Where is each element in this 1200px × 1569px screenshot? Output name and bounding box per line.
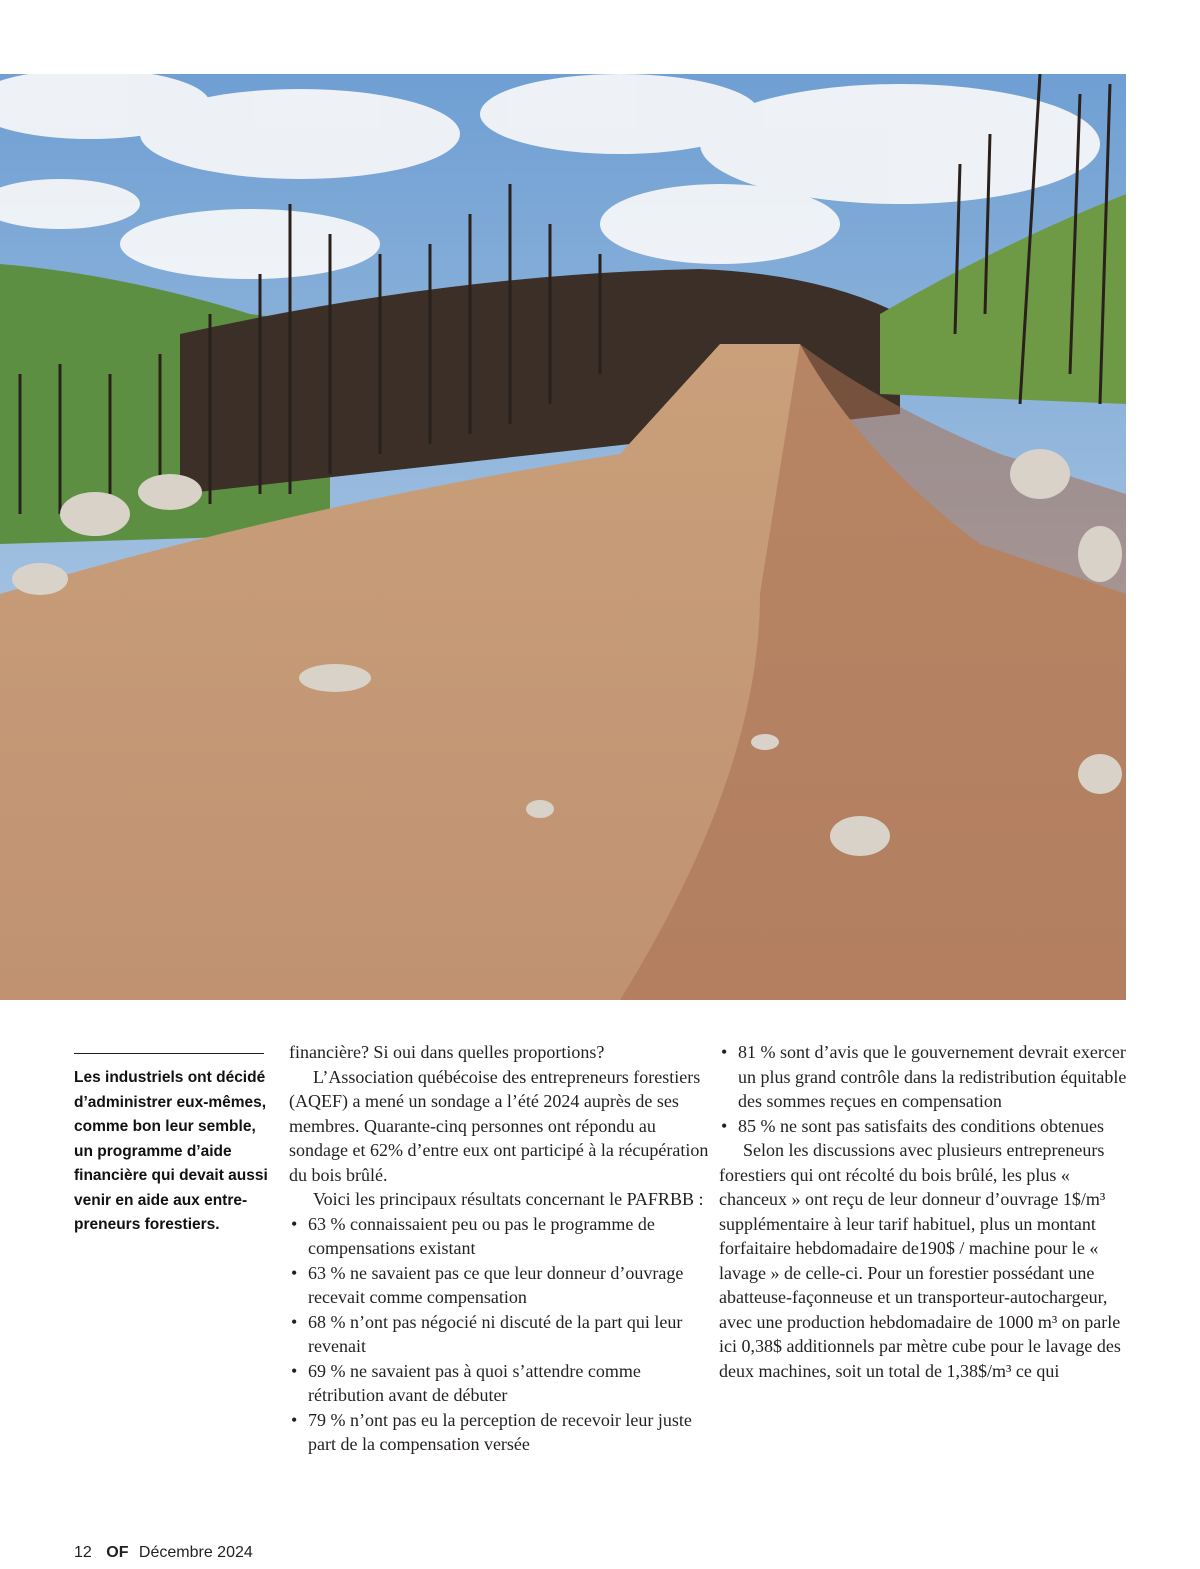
list-item: • 69 % ne savaient pas à quoi s’attendre comme rétribution avant de débuter xyxy=(289,1359,709,1408)
list-item: • 63 % ne savaient pas ce que leur donneur d’ouvrage recevait comme compensation xyxy=(289,1261,709,1310)
list-item: • 63 % connaissaient peu ou pas le programme de compensations existant xyxy=(289,1212,709,1261)
magazine-name: OF xyxy=(106,1544,129,1561)
list-item: • 68 % n’ont pas négocié ni discuté de la part qui leur revenait xyxy=(289,1310,709,1359)
list-item: • 81 % sont d’avis que le gouvernement devrait exercer un plus grand contrôle dans la redistribution équitable des sommes reçues en compensation xyxy=(719,1040,1129,1114)
paragraph: L’Association québécoise des entrepreneurs forestiers (AQEF) a mené un sondage a l’été 2024 auprès de ses membres. Quarante-cinq personnes ont répondu au sondage et 62% d’entre eux ont participé à la récupération du bois brûlé. xyxy=(289,1066,709,1185)
paragraph: Selon les discussions avec plusieurs entrepreneurs forestiers qui ont récolté du bois brûlé, les plus « chanceux » ont reçu de leur donneur d’ouvrage 1$/m³ supplémentaire à leur tarif habituel, plus un montant forfaitaire hebdomadaire de190$ / machine pour le « lavage » de celle-ci. Pour un forestier possédant une abatteuse-façonneuse et un transporteur-autochargeur, avec une production hebdomadaire de 1000 m³ on parle ici 0,38$ additionnels par mètre cube pour le lavage des deux machines, soit un total de 1,38$/m³ ce qui xyxy=(719,1140,1121,1381)
results-list xyxy=(289,1212,709,1457)
paragraph: Voici les principaux résultats concernant le PAFRBB : xyxy=(313,1189,704,1209)
article-column-3 xyxy=(719,1040,1129,1383)
forest-road-photo-icon xyxy=(0,74,1126,1000)
page-footer xyxy=(74,1544,253,1562)
issue-date: Décembre 2024 xyxy=(138,1544,253,1561)
list-item: • 85 % ne sont pas satisfaits des conditions obtenues xyxy=(719,1114,1129,1139)
paragraph: financière? Si oui dans quelles proportions? xyxy=(289,1042,605,1062)
list-item: • 79 % n’ont pas eu la perception de recevoir leur juste part de la compensation versée xyxy=(289,1408,709,1457)
article-column-2 xyxy=(289,1040,709,1457)
forest-road-photo xyxy=(0,74,1126,1000)
photo-caption: Les industriels ont décidé d’administrer eux-mêmes, comme bon leur semble, un programme d’aide financière qui devait aussi venir en aide aux entre-preneurs forestiers. xyxy=(74,1069,268,1233)
caption-rule xyxy=(74,1053,264,1054)
page-number: 12 xyxy=(74,1544,92,1561)
results-list-continued xyxy=(719,1040,1129,1138)
